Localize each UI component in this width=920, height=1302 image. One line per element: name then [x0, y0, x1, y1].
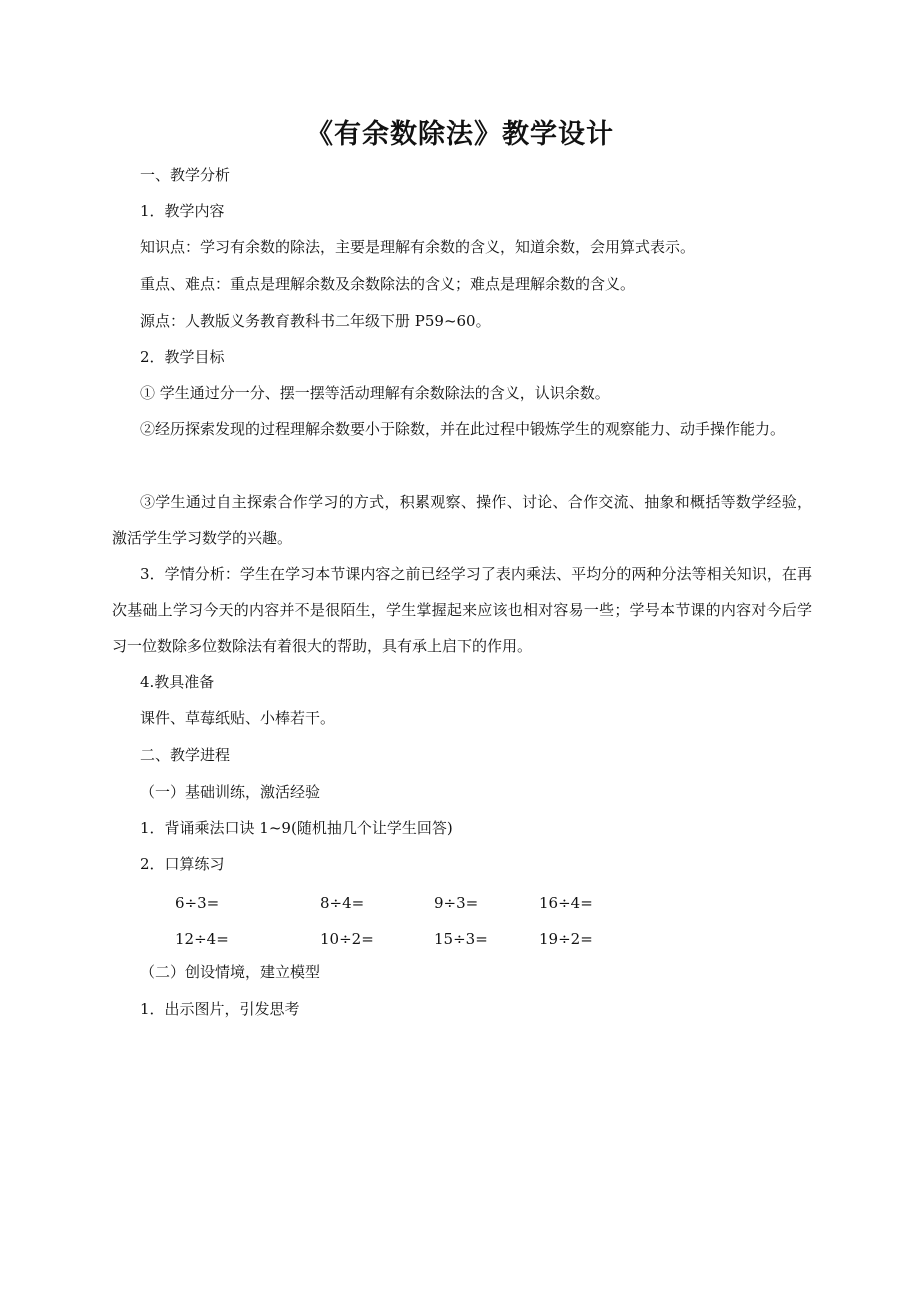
tools-list: 课件、草莓纸贴、小棒若干。: [140, 709, 336, 727]
goal-1: ① 学生通过分一分、摆一摆等活动理解有余数除法的含义，认识余数。: [140, 384, 610, 402]
calc-item: 8÷4=: [320, 894, 365, 912]
section-heading-analysis: 一、教学分析: [140, 166, 231, 184]
subheading-content: 1．教学内容: [140, 202, 225, 220]
goal-3: ③学生通过自主探索合作学习的方式，积累观察、操作、讨论、合作交流、抽象和概括等数学经验，激活学生学习数学的兴趣。: [112, 493, 812, 547]
section-heading-process: 二、教学进程: [140, 746, 231, 764]
calc-item: 6÷3=: [175, 894, 220, 912]
calc-item: 12÷4=: [175, 930, 229, 948]
key-difficult-points: 重点、难点：重点是理解余数及余数除法的含义；难点是理解余数的含义。: [140, 275, 636, 293]
calc-item: 19÷2=: [539, 930, 593, 948]
oral-practice: 2．口算练习: [140, 855, 225, 873]
calc-item: 9÷3=: [434, 894, 479, 912]
calc-item: 10÷2=: [320, 930, 374, 948]
student-analysis: 3．学情分析：学生在学习本节课内容之前已经学习了表内乘法、平均分的两种分法等相关知识，在再次基础上学习今天的内容并不是很陌生，学生掌握起来应该也相对容易一些；学号本节课的内容对今后学习一位数除多位数除法有着很大的帮助，具有承上启下的作用。: [112, 565, 812, 655]
goal-2: ②经历探索发现的过程理解余数要小于除数，并在此过程中锻炼学生的观察能力、动手操作能力。: [140, 420, 786, 438]
calc-item: 15÷3=: [434, 930, 488, 948]
source: 源点：人教版义务教育教科书二年级下册 P59~60。: [140, 312, 491, 330]
document-title: 《有余数除法》教学设计: [306, 119, 614, 150]
calc-item: 16÷4=: [539, 894, 593, 912]
knowledge-point: 知识点：学习有余数的除法，主要是理解有余数的含义，知道余数，会用算式表示。: [140, 238, 696, 256]
subheading-tools: 4.教具准备: [140, 673, 215, 691]
recite-table: 1．背诵乘法口诀 1~9(随机抽几个让学生回答): [140, 819, 453, 837]
show-picture: 1．出示图片，引发思考: [140, 1000, 300, 1018]
step-one-heading: （一）基础训练，激活经验: [140, 783, 321, 801]
step-two-heading: （二）创设情境，建立模型: [140, 963, 321, 981]
subheading-goals: 2．教学目标: [140, 348, 225, 366]
